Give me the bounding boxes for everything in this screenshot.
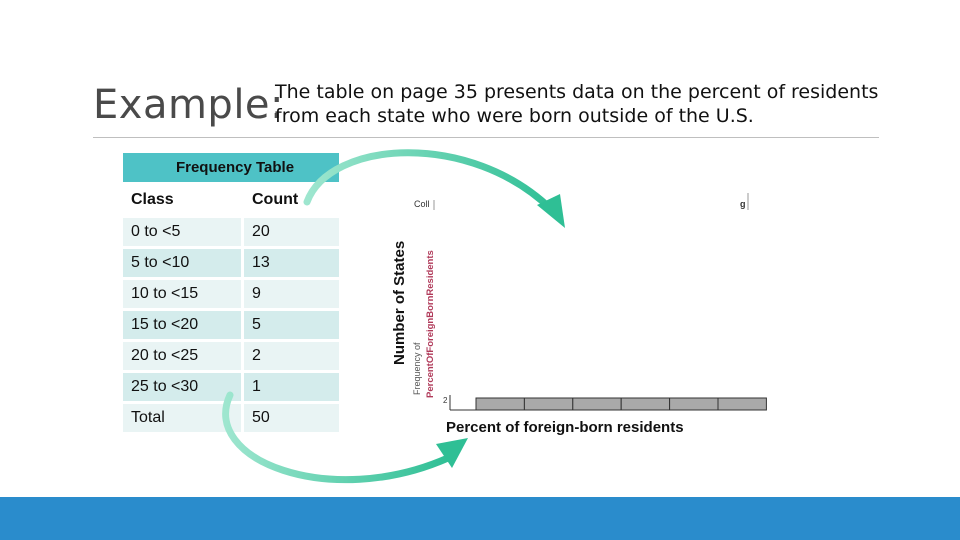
row-class: 15 to <20 <box>123 311 244 342</box>
inner-y-tick-label: 2 <box>443 396 448 405</box>
row-class: 10 to <15 <box>123 280 244 311</box>
row-count: 1 <box>244 373 339 404</box>
frequency-table <box>123 153 339 435</box>
header-count: Count <box>244 185 339 218</box>
histogram-bar <box>670 398 718 410</box>
table-row <box>123 218 339 249</box>
footer-bar <box>0 497 960 540</box>
histogram-bar <box>524 398 572 410</box>
inner-ylabel-1: Frequency of <box>412 342 422 395</box>
inner-top-right-fragment: g <box>740 199 746 209</box>
title-divider <box>93 137 879 138</box>
row-class: Total <box>123 404 244 435</box>
chart-xlabel: Percent of foreign-born residents <box>446 419 684 436</box>
row-class: 20 to <25 <box>123 342 244 373</box>
table-row <box>123 280 339 311</box>
slide-title: Example: <box>93 82 285 128</box>
histogram-bar <box>718 398 766 410</box>
row-count: 13 <box>244 249 339 280</box>
row-count: 9 <box>244 280 339 311</box>
row-class: 5 to <10 <box>123 249 244 280</box>
histogram-bar <box>573 398 621 410</box>
inner-top-left-fragment: Coll <box>414 199 430 209</box>
row-class: 25 to <30 <box>123 373 244 404</box>
slide-subtitle: The table on page 35 presents data on the percent of residents from each state who were born outside of the U.S. <box>275 81 879 127</box>
histogram-bar <box>476 398 524 410</box>
row-count: 20 <box>244 218 339 249</box>
chart-ylabel: Number of States <box>391 240 408 365</box>
row-class: 0 to <5 <box>123 218 244 249</box>
table-row <box>123 342 339 373</box>
table-row <box>123 249 339 280</box>
histogram-bars <box>476 398 766 410</box>
table-row <box>123 311 339 342</box>
histogram-bar <box>621 398 669 410</box>
table-caption: Frequency Table <box>123 153 339 185</box>
histogram-chart <box>350 150 770 445</box>
row-count: 2 <box>244 342 339 373</box>
row-count: 50 <box>244 404 339 435</box>
row-count: 5 <box>244 311 339 342</box>
inner-ylabel-2: PercentOfForeignBornResidents <box>425 250 436 398</box>
table-row-total <box>123 404 339 435</box>
table-row <box>123 373 339 404</box>
header-class: Class <box>123 185 244 218</box>
